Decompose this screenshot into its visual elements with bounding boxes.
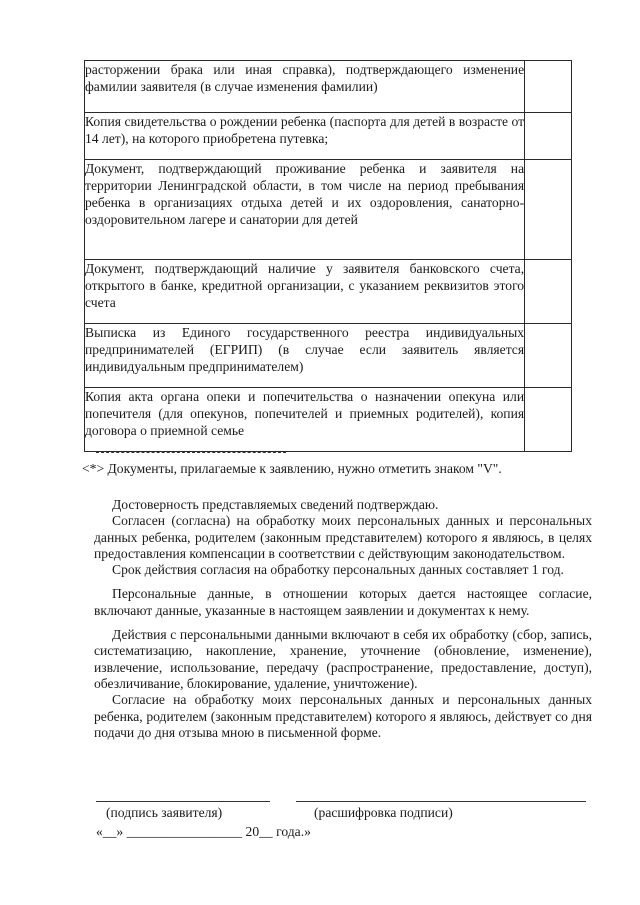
signature-transcript-label: (расшифровка подписи) [314,805,453,820]
table-row [85,260,572,324]
document-description: Копия акта органа опеки и попечительства о назначении опекуна или попечителя (для опекунов, попечителей и приемных родителей), копия договора о приемной семье [85,388,525,452]
mark-cell[interactable] [525,324,572,388]
paragraph-consent: Согласен (согласна) на обработку моих персональных данных и персональных данных ребенка, родителем (законным представителем) которого я являюсь, в целях предоставления компенсации в соответствии с действующим законодательством. [94,513,592,561]
paragraph-actions: Действия с персональными данными включают в себя их обработку (сбор, запись, систематизацию, накопление, хранение, уточнение (обновление, изменение), извлечение, использование, передачу (распространение, предоставление, доступ), обезличивание, блокирование, удаление, уничтожение). [94,627,592,691]
mark-cell[interactable] [525,388,572,452]
signature-line[interactable] [96,801,270,802]
mark-cell[interactable] [525,160,572,260]
mark-cell[interactable] [525,260,572,324]
paragraph-validity: Согласие на обработку моих персональных данных и персональных данных ребенка, родителем (законным представителем) которого я являюсь, действует со дня подачи до дня отзыва мною в письменной форме. [94,692,592,740]
mark-cell[interactable] [525,61,572,113]
table-row [85,113,572,160]
paragraph-data-scope: Персональные данные, в отношении которых дается настоящее согласие, включают данные, указанные в настоящем заявлении и документах к нему. [94,586,592,618]
footnote-divider [96,452,286,453]
signature-label: (подпись заявителя) [106,805,223,820]
footnote: <*> Документы, прилагаемые к заявлению, нужно отметить знаком "V". [82,461,502,476]
table-row [85,61,572,113]
table-row [85,324,572,388]
mark-cell[interactable] [525,113,572,160]
document-description: Документ, подтверждающий проживание ребенка и заявителя на территории Ленинградской области, в том числе на период пребывания ребенка в организациях отдыха детей и их оздоровления, санаторно-оздоровительном лагере и санатории для детей [85,160,525,260]
date-line[interactable]: «__» _________________ 20__ года.» [96,824,311,839]
document-description: Документ, подтверждающий наличие у заявителя банковского счета, открытого в банке, кредитной организации, с указанием реквизитов этого счета [85,260,525,324]
table-row [85,160,572,260]
document-description: Копия свидетельства о рождении ребенка (паспорта для детей в возрасте от 14 лет), на которого приобретена путевка; [85,113,525,160]
consent-text [94,497,592,741]
documents-table [84,60,572,452]
table-row [85,388,572,452]
document-description: расторжении брака или иная справка), подтверждающего изменение фамилии заявителя (в случае изменения фамилии) [85,61,525,113]
document-description: Выписка из Единого государственного реестра индивидуальных предпринимателей (ЕГРИП) (в случае если заявитель является индивидуальным предпринимателем) [85,324,525,388]
signature-transcript-line[interactable] [296,801,586,802]
paragraph-term: Срок действия согласия на обработку персональных данных составляет 1 год. [112,562,564,578]
paragraph-confirmation: Достоверность представляемых сведений подтверждаю. [112,497,439,512]
